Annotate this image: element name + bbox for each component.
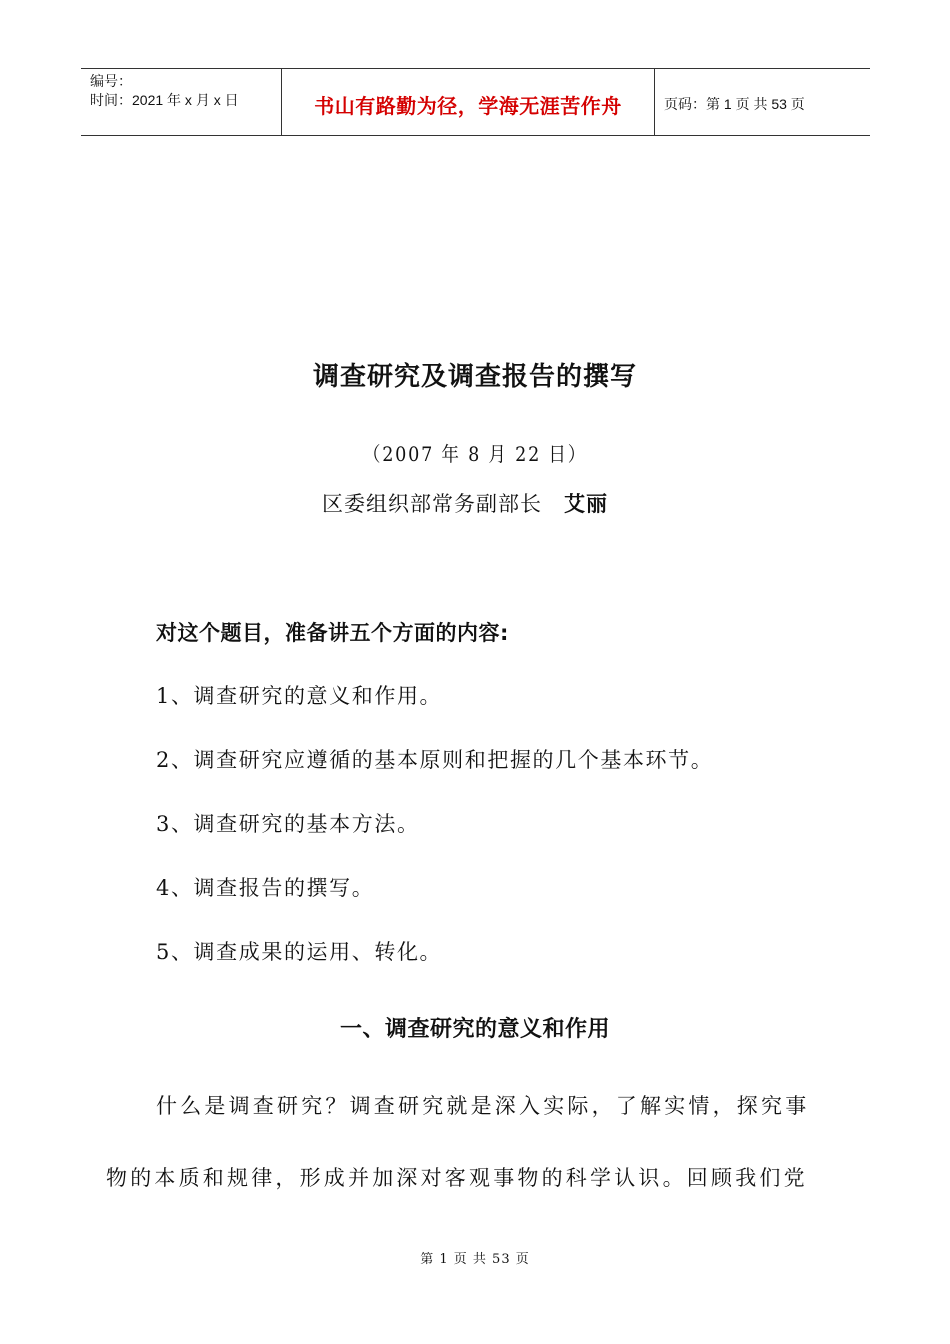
outline-item-3: 3、调查研究的基本方法。 [156,812,420,836]
document-title: 调查研究及调查报告的撰写 [312,362,637,392]
header-motto-cell [282,69,655,135]
page-footer: 第 1 页 共 53 页 [420,1252,530,1267]
header-meta-cell [81,69,282,135]
section-heading: 一、调查研究的意义和作用 [339,1017,610,1042]
outline-item-5: 5、调查成果的运用、转化。 [156,940,443,964]
header-motto: 书山有路勤为径，学海无涯苦作舟 [314,93,622,118]
author-name: 艾丽 [564,492,608,516]
paragraph-line-1: 什么是调查研究？调查研究就是深入实际，了解实情，探究事 [156,1094,810,1118]
header-page-cell [655,69,870,135]
document-author [322,488,608,518]
intro-text: 对这个题目，准备讲五个方面的内容: [156,621,509,645]
outline-item-4: 4、调查报告的撰写。 [156,876,375,900]
author-role: 区委组织部常务副部长 [322,492,542,516]
paragraph-line-2: 物的本质和规律，形成并加深对客观事物的科学认识。回顾我们党 [106,1166,808,1190]
document-time-label: 时间：2021 年 x 月 x 日 [90,92,239,108]
outline-item-2: 2、调查研究应遵循的基本原则和把握的几个基本环节。 [156,748,714,772]
header-page-info: 页码：第 1 页 共 53 页 [664,96,805,112]
outline-item-1: 1、调查研究的意义和作用。 [156,684,443,708]
document-number-label: 编号： [90,73,132,89]
document-date: （2007 年 8 月 22 日） [362,442,588,466]
page-header [81,68,870,136]
